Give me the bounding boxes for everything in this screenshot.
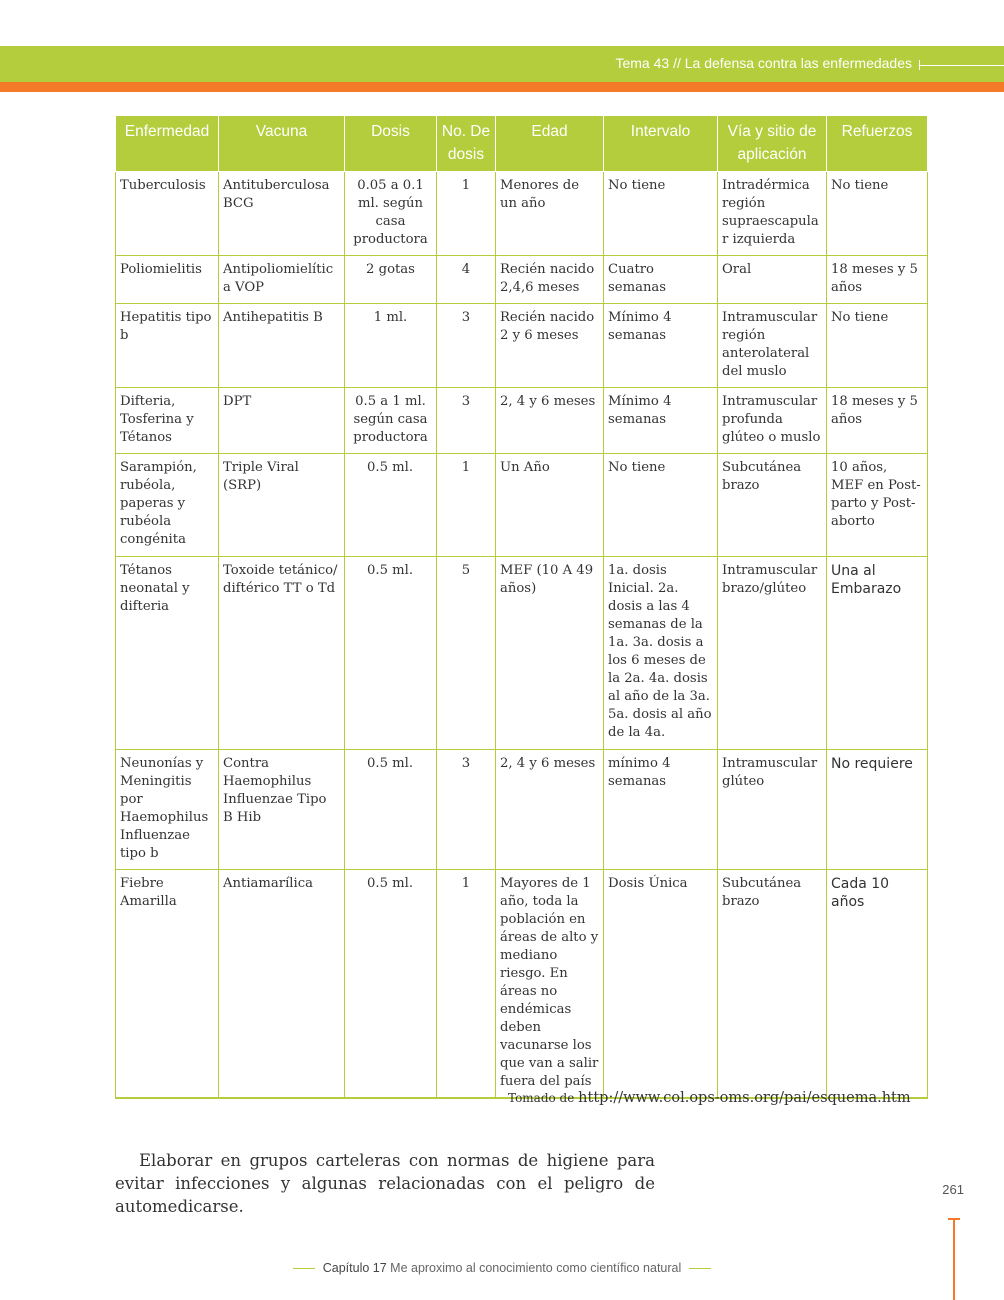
- table-row: [116, 172, 928, 256]
- cell-dosis: 0.5 a 1 ml. según casa productora: [345, 388, 437, 454]
- cell-enfermedad: Hepatitis tipo b: [116, 304, 219, 388]
- header-line: [920, 65, 1004, 66]
- cell-edad: 2, 4 y 6 meses: [496, 388, 604, 454]
- cell-enfermedad: Difteria, Tosferina y Tétanos: [116, 388, 219, 454]
- cell-no-dosis: 3: [437, 750, 496, 870]
- header-intervalo: Intervalo: [604, 116, 718, 172]
- cell-via: Intramuscular glúteo: [718, 750, 827, 870]
- cell-edad: Menores de un año: [496, 172, 604, 256]
- cell-vacuna: Antituberculosa BCG: [219, 172, 345, 256]
- cell-refuerzos: 18 meses y 5 años: [827, 388, 928, 454]
- header-via: Vía y sitio de aplicación: [718, 116, 827, 172]
- cell-enfermedad: Tétanos neonatal y difteria: [116, 557, 219, 750]
- cell-via: Intradérmica región supraescapular izquierda: [718, 172, 827, 256]
- cell-dosis: 0.5 ml.: [345, 750, 437, 870]
- cell-edad: Un Año: [496, 454, 604, 557]
- cell-edad: MEF (10 A 49 años): [496, 557, 604, 750]
- cell-no-dosis: 4: [437, 256, 496, 304]
- cell-dosis: 1 ml.: [345, 304, 437, 388]
- header-vacuna: Vacuna: [219, 116, 345, 172]
- table-row: [116, 388, 928, 454]
- cell-vacuna: Triple Viral (SRP): [219, 454, 345, 557]
- cell-edad: Mayores de 1 año, toda la población en áreas de alto y mediano riesgo. En áreas no endémicas deben vacunarse los que van a salir fuera del país: [496, 870, 604, 1099]
- cell-via: Oral: [718, 256, 827, 304]
- cell-vacuna: Antipoliomielítica VOP: [219, 256, 345, 304]
- header-orange-stripe: [0, 82, 1004, 92]
- cell-intervalo: No tiene: [604, 172, 718, 256]
- cell-no-dosis: 3: [437, 304, 496, 388]
- footer-title: Me aproximo al conocimiento como científico natural: [390, 1261, 682, 1275]
- cell-vacuna: Antiamarílica: [219, 870, 345, 1099]
- header-bar: [0, 46, 1004, 82]
- table-header-row: [116, 116, 928, 172]
- header-title: Tema 43 // La defensa contra las enfermedades: [615, 55, 912, 71]
- cell-no-dosis: 1: [437, 172, 496, 256]
- table-row: [116, 750, 928, 870]
- cell-dosis: 2 gotas: [345, 256, 437, 304]
- source-prefix: Tomado de: [508, 1091, 575, 1105]
- cell-intervalo: Dosis Única: [604, 870, 718, 1099]
- cell-dosis: 0.5 ml.: [345, 870, 437, 1099]
- cell-refuerzos: 18 meses y 5 años: [827, 256, 928, 304]
- footer-chapter: Capítulo 17: [322, 1261, 387, 1275]
- cell-via: Intramuscular profunda glúteo o muslo: [718, 388, 827, 454]
- cell-refuerzos: 10 años, MEF en Post-parto y Post-aborto: [827, 454, 928, 557]
- cell-vacuna: Contra Haemophilus Influenzae Tipo B Hib: [219, 750, 345, 870]
- cell-enfermedad: Poliomielitis: [116, 256, 219, 304]
- cell-enfermedad: Sarampión, rubéola, paperas y rubéola congénita: [116, 454, 219, 557]
- cell-via: Subcutánea brazo: [718, 870, 827, 1099]
- table-row: [116, 454, 928, 557]
- cell-vacuna: Toxoide tetánico/ diftérico TT o Td: [219, 557, 345, 750]
- page-number: 261: [942, 1182, 964, 1197]
- cell-enfermedad: Fiebre Amarilla: [116, 870, 219, 1099]
- footer-line-left: [293, 1268, 315, 1269]
- footer-line-right: [689, 1268, 711, 1269]
- page-marker-line: [953, 1218, 955, 1300]
- cell-refuerzos: No requiere: [827, 750, 928, 870]
- cell-intervalo: Mínimo 4 semanas: [604, 388, 718, 454]
- table-row: [116, 304, 928, 388]
- cell-intervalo: mínimo 4 semanas: [604, 750, 718, 870]
- header-refuerzos: Refuerzos: [827, 116, 928, 172]
- cell-edad: Recién nacido 2,4,6 meses: [496, 256, 604, 304]
- cell-via: Intramuscular región anterolateral del muslo: [718, 304, 827, 388]
- cell-dosis: 0.5 ml.: [345, 454, 437, 557]
- cell-intervalo: Mínimo 4 semanas: [604, 304, 718, 388]
- header-edad: Edad: [496, 116, 604, 172]
- cell-intervalo: Cuatro semanas: [604, 256, 718, 304]
- table-row: [116, 870, 928, 1099]
- cell-intervalo: 1a. dosis Inicial. 2a. dosis a las 4 semanas de la 1a. 3a. dosis a los 6 meses de la 2a. 4a. dosis al año de la 3a. 5a. dosis al año de la 4a.: [604, 557, 718, 750]
- cell-no-dosis: 1: [437, 870, 496, 1099]
- cell-dosis: 0.05 a 0.1 ml. según casa productora: [345, 172, 437, 256]
- cell-intervalo: No tiene: [604, 454, 718, 557]
- cell-via: Intramuscular brazo/glúteo: [718, 557, 827, 750]
- cell-enfermedad: Tuberculosis: [116, 172, 219, 256]
- cell-enfermedad: Neunonías y Meningitis por Haemophilus Influenzae tipo b: [116, 750, 219, 870]
- vaccination-table: [115, 115, 928, 1099]
- cell-refuerzos: No tiene: [827, 304, 928, 388]
- header-dosis: Dosis: [345, 116, 437, 172]
- header-no-dosis: No. De dosis: [437, 116, 496, 172]
- cell-refuerzos: No tiene: [827, 172, 928, 256]
- source-url: http://www.col.ops-oms.org/pai/esquema.htm: [578, 1090, 911, 1106]
- table-row: [116, 256, 928, 304]
- cell-edad: 2, 4 y 6 meses: [496, 750, 604, 870]
- activity-paragraph: Elaborar en grupos carteleras con normas de higiene para evitar infecciones y algunas relacionadas con el peligro de automedicarse.: [115, 1150, 655, 1216]
- cell-no-dosis: 1: [437, 454, 496, 557]
- cell-refuerzos: Cada 10 años: [827, 870, 928, 1099]
- cell-dosis: 0.5 ml.: [345, 557, 437, 750]
- table-row: [116, 557, 928, 750]
- header-enfermedad: Enfermedad: [116, 116, 219, 172]
- cell-refuerzos: Una al Embarazo: [827, 557, 928, 750]
- cell-vacuna: DPT: [219, 388, 345, 454]
- cell-edad: Recién nacido 2 y 6 meses: [496, 304, 604, 388]
- cell-via: Subcutánea brazo: [718, 454, 827, 557]
- source-citation: [508, 1090, 911, 1106]
- cell-no-dosis: 5: [437, 557, 496, 750]
- footer: [0, 1261, 1004, 1275]
- cell-no-dosis: 3: [437, 388, 496, 454]
- cell-vacuna: Antihepatitis B: [219, 304, 345, 388]
